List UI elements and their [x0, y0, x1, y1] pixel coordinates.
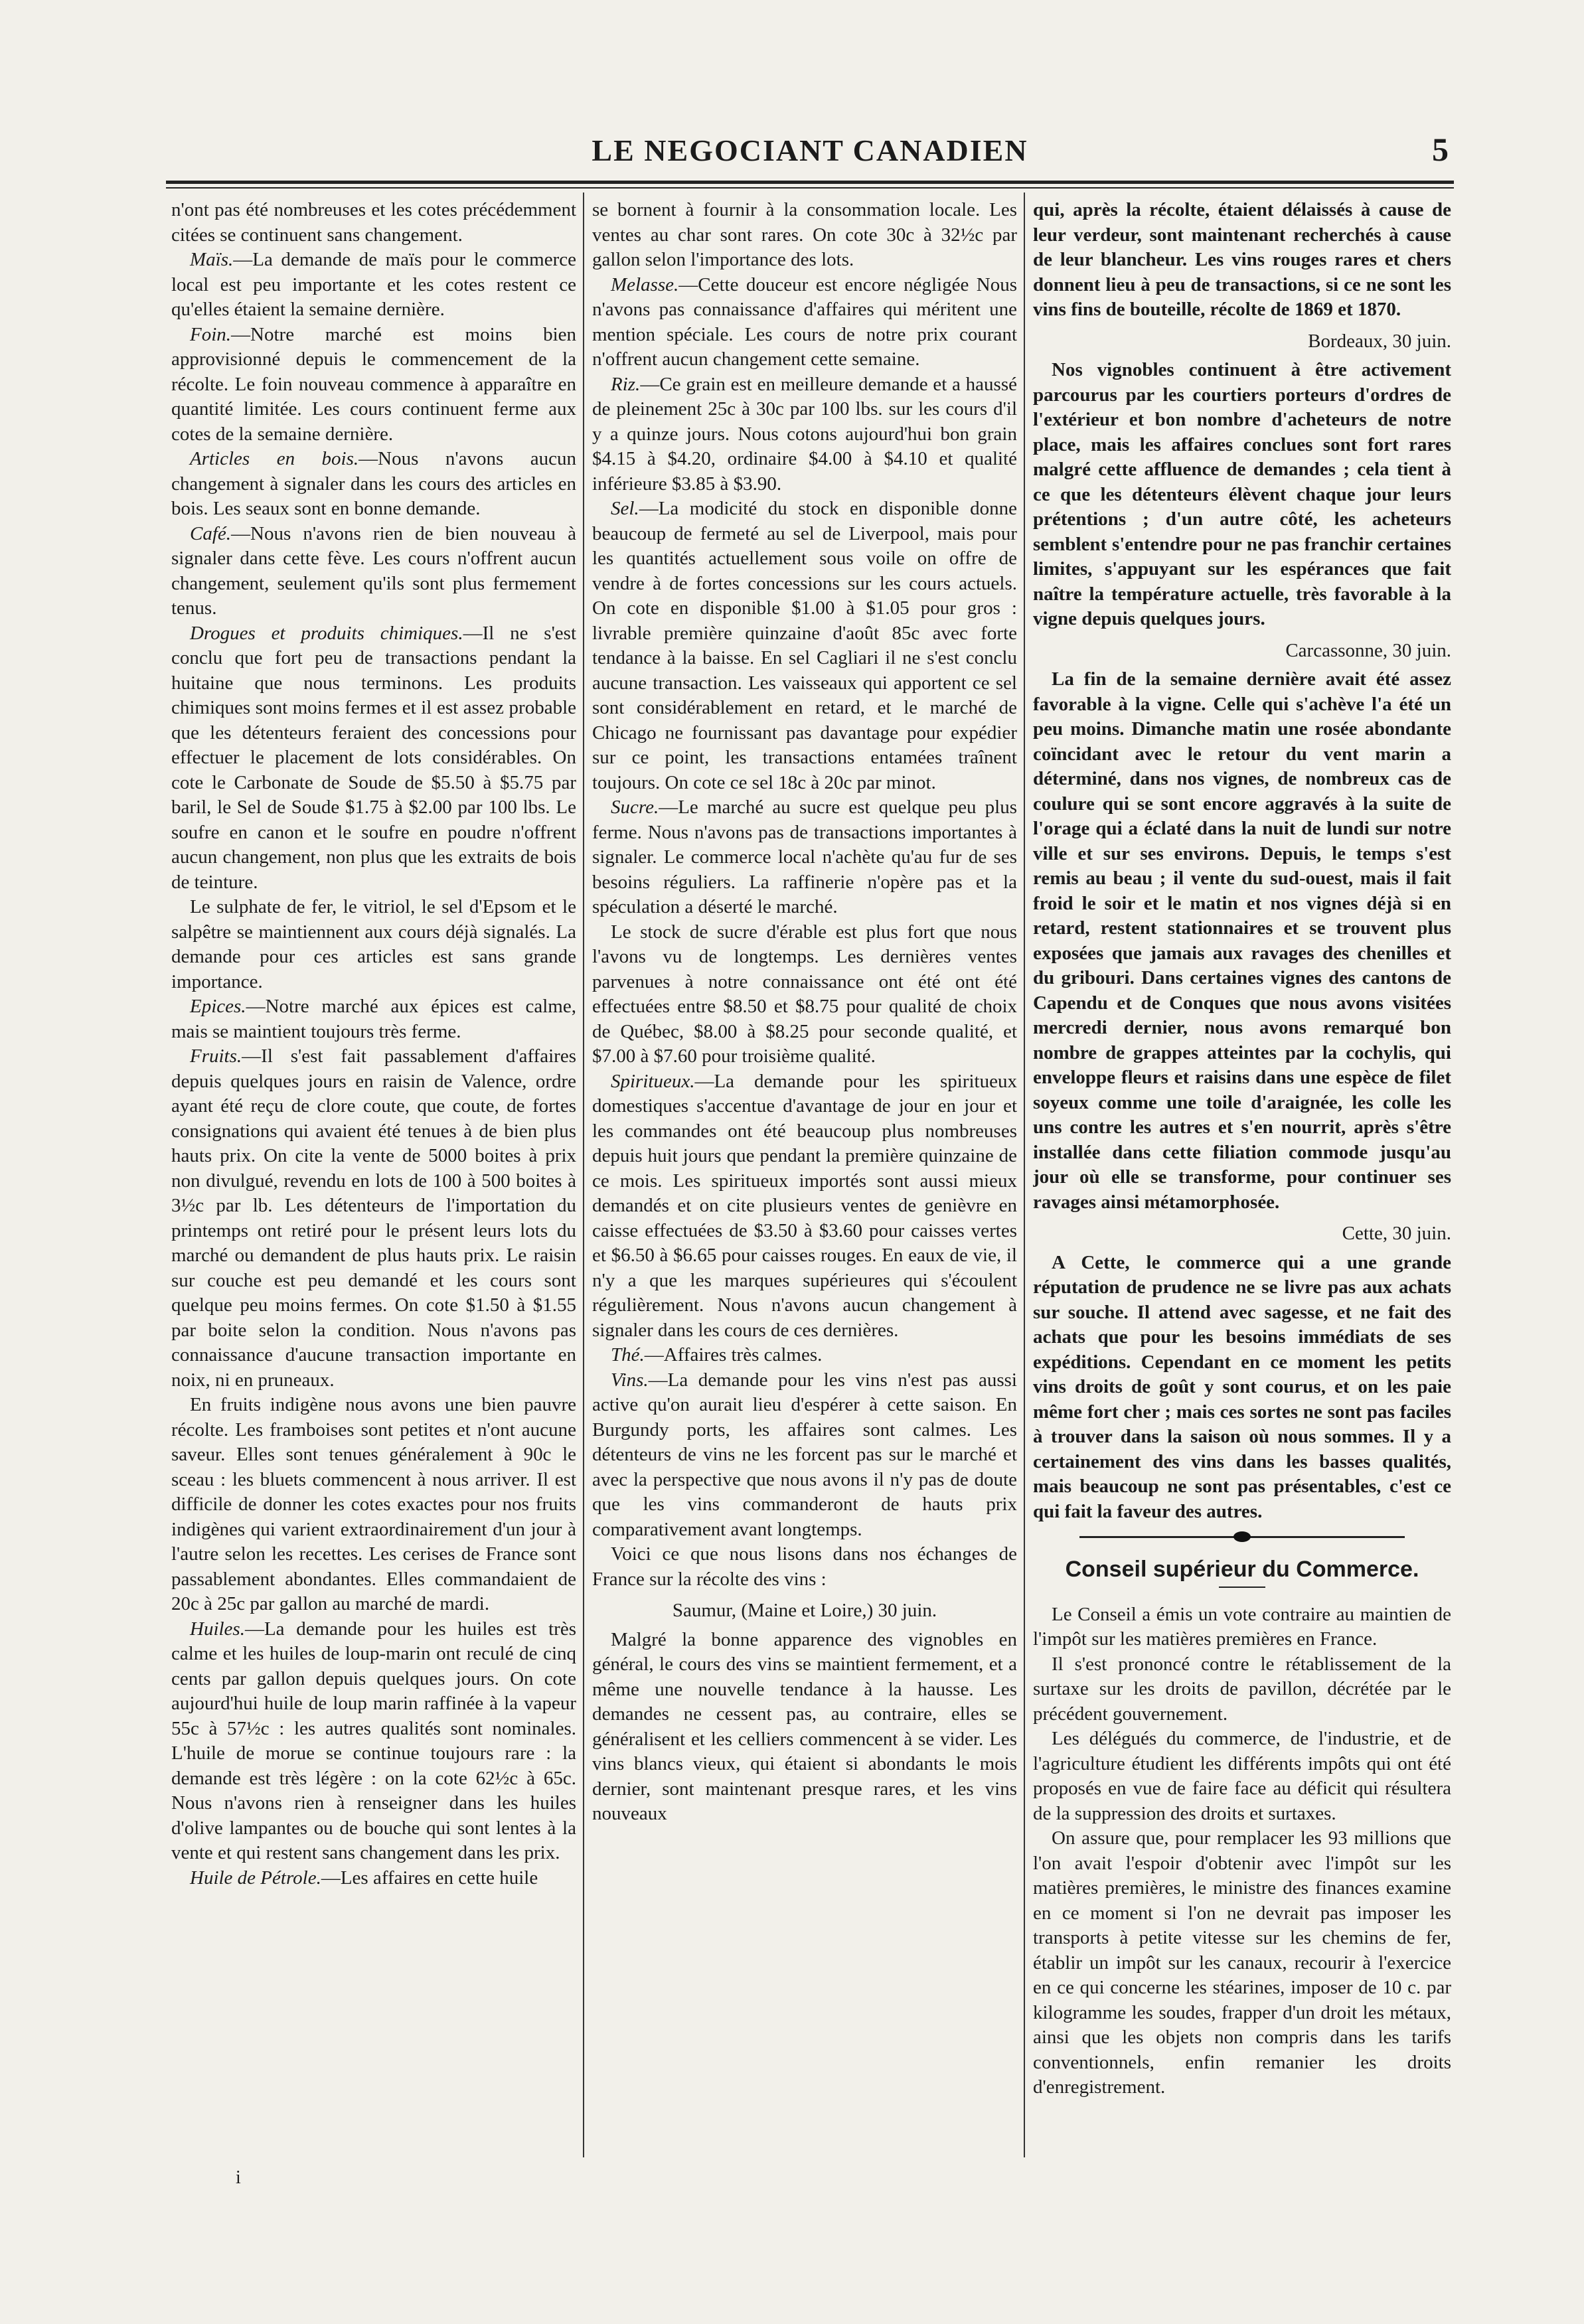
- paragraph-term: Fruits.: [190, 1046, 242, 1067]
- dateline: Saumur, (Maine et Loire,) 30 juin.: [672, 1600, 937, 1621]
- paragraph: [592, 795, 1017, 920]
- paragraph: On assure que, pour remplacer les 93 millions que l'on avait l'espoir d'obtenir avec l'impôt sur les matières premières, le ministre des finances examine en ce moment si l'on ne devrait pas imposer les transports à petite vitesse sur les chemins de fer, établir un impôt sur les canaux, recourir à l'exercice en ce qui concerne les stéarines, imposer de 10 c. par kilogramme les soudes, frapper d'un droit les métaux, ainsi que les objets non compris dans les tarifs conventionnels, enfin remanier les droits d'enregistrement.: [1033, 1827, 1451, 2098]
- dateline: Bordeaux, 30 juin.: [1308, 330, 1451, 352]
- paragraph: [592, 1368, 1017, 1543]
- paragraph: [592, 497, 1017, 795]
- paragraph: n'ont pas été nombreuses et les cotes précédemment citées se continuent sans changement.: [171, 199, 576, 246]
- paragraph-text: —La demande pour les huiles est très calme et les huiles de loup-marin ont reculé de cinq cents par gallon depuis quelques jours. On cote aujourd'hui huile de loup marin raffinée à la vapeur 55c à 57½c : les autres qualités sont nominales. L'huile de morue se continue toujours rare : la demande est très légère : on la cote 62½c à 65c. Nous n'avons rien à renseigner dans les huiles d'olive lampantes ou de bouche qui sont lentes à la vente et qui restent sans changement dans les prix.: [171, 1618, 576, 1863]
- dateline: Cette, 30 juin.: [1342, 1223, 1451, 1244]
- paragraph: Nos vignobles continuent à être activement parcourus par les courtiers porteurs d'ordres de l'extérieur et bon nombre d'acheteurs de notre place, mais les affaires conclues sont fort rares malgré cette affluence de demandes ; cela tient à ce que les détenteurs élèvent chaque jour leurs prétentions ; d'un autre côté, les acheteurs semblent s'entendre pour ne pas franchir certaines limites, s'appuyant sur les espérances que fait naître la température actuelle, très favorable à la vigne depuis quelques jours.: [1033, 359, 1451, 629]
- paragraph-text: —Il ne s'est conclu que fort peu de transactions pendant la huitaine que nous terminons. Les produits chimiques sont moins fermes et il est assez probable que les détenteurs feraient des concessions pour effectuer le placement de lots considérables. On cote le Carbonate de Soude de $5.50 à $5.75 par baril, le Sel de Soude $1.75 à $2.00 par 100 lbs. Le soufre en canon et le soufre en poudre n'offrent aucun changement, non plus que les extraits de bois de teinture.: [171, 622, 576, 893]
- paragraph: [592, 372, 1017, 497]
- paragraph-term: Café.: [190, 522, 232, 544]
- paragraph-text: —Cette douceur est encore négligée Nous n'avons pas connaissance d'affaires qui méritent une mention spéciale. Les cours de notre prix courant n'offrent aucun changement cette semaine.: [592, 273, 1017, 370]
- paragraph-term: Articles en bois.: [190, 448, 359, 469]
- paragraph-text: —Affaires très calmes.: [644, 1344, 823, 1365]
- paragraph: [592, 273, 1017, 372]
- paragraph: [592, 1069, 1017, 1344]
- paragraph: [171, 1617, 576, 1866]
- paragraph-term: Riz.: [611, 373, 641, 395]
- paragraph: Les délégués du commerce, de l'industrie, et de l'agriculture étudient les différents impôts qui ont été proposés en vue de faire face au déficit qui résultera de la suppression des droits et surtaxes.: [1033, 1728, 1451, 1824]
- paragraph-term: Vins.: [611, 1369, 649, 1391]
- paragraph-term: Sel.: [611, 498, 639, 519]
- paragraph-term: Epices.: [190, 996, 246, 1017]
- section-title: Conseil supérieur du Commerce.: [1065, 1557, 1419, 1582]
- column-3: [1033, 198, 1451, 2156]
- paragraph: En fruits indigène nous avons une bien pauvre récolte. Les framboises sont petites et n'ont aucune saveur. Elles sont tenues généralement à 90c le sceau : les bluets commencent à nous arriver. Il est difficile de donner les cotes exactes pour nos fruits indigènes qui varient extraordinairement d'un jour à l'autre selon les recettes. Les cerises de France sont passablement abondantes. Elles commandaient de 20c à 25c par gallon au marché de mardi.: [171, 1394, 576, 1614]
- dateline: Carcassonne, 30 juin.: [1285, 639, 1451, 661]
- paragraph-text: —Nous n'avons rien de bien nouveau à signaler dans cette fève. Les cours n'offrent aucun changement, seulement qu'ils sont plus fermement tenus.: [171, 522, 576, 619]
- paragraph: Le sulphate de fer, le vitriol, le sel d'Epsom et le salpêtre se maintiennent aux cours déjà signalés. La demande pour ces articles est sans grande importance.: [171, 896, 576, 992]
- paragraph: [171, 1044, 576, 1393]
- paragraph: [171, 522, 576, 621]
- paragraph-term: Thé.: [611, 1344, 645, 1365]
- paragraph: [171, 621, 576, 895]
- paragraph-term: Foin.: [190, 323, 232, 345]
- section-rule: [1219, 1587, 1265, 1588]
- paragraph: [171, 1866, 576, 1891]
- paragraph-term: Huiles.: [190, 1618, 245, 1640]
- column-2: [592, 198, 1017, 2156]
- paragraph: [171, 994, 576, 1044]
- footer-mark: i: [236, 2167, 241, 2188]
- page-header: [166, 100, 1454, 179]
- paragraph-text: —Il s'est fait passablement d'affaires depuis quelques jours en raisin de Valence, ordre ayant été reçu de clore coute, que coute, de fortes consignations qui avaient été tenues à de bien plus hauts prix. On cite la vente de 5000 boites à prix non divulgué, revendu en lots de 100 à 500 boites à 3½c par lb. Les détenteurs de l'importation du printemps ont retiré pour le présent leurs lots du marché ou demandent de plus hauts prix. Le raisin sur couche est peu demandé et les cours sont quelque peu moins fermes. On cote $1.50 à $1.55 par boite selon la condition. Nous n'avons pas connaissance d'aucune transaction importante en noix, ni en pruneaux.: [171, 1046, 576, 1391]
- header-rule: [166, 181, 1454, 184]
- paragraph: [171, 323, 576, 447]
- paragraph-text: —Les affaires en cette huile: [321, 1867, 538, 1889]
- paragraph-term: Melasse.: [611, 273, 679, 295]
- paragraph-text: —La demande de maïs pour le commerce local est peu importante et les cotes restent ce qu'elles étaient la semaine dernière.: [171, 249, 576, 320]
- paragraph: La fin de la semaine dernière avait été assez favorable à la vigne. Celle qui s'achève l'a été un peu moins. Dimanche matin une rosée abondante coïncidant avec le retour du vent marin a déterminé, dans nos vignes, de nombreux cas de coulure qui se sont encore aggravés à la suite de l'orage qui a éclaté dans la nuit de lundi sur notre ville et sur ses environs. Depuis, le temps s'est remis au beau ; il vente du sud-ouest, mais il fait froid le soir et le matin et nos vignes déjà si en retard, restent stationnaires et se trouvent plus exposées que jamais aux ravages des chenilles et du gribouri. Dans certaines vignes des cantons de Capendu et de Conques que nous avons visitées mercredi dernier, nous avons remarqué bon nombre de grappes atteintes par la cochylis, qui enveloppe fleurs et raisins dans une espèce de filet soyeux comme une toile d'araignée, les colle les uns contre les autres et s'en nourrit, après s'être installée dans cette filiation commode jusqu'au jour où elle se transforme, pour continuer ses ravages ainsi métamorphosée.: [1033, 668, 1451, 1213]
- paragraph-text: —La modicité du stock en disponible donne beaucoup de fermeté au sel de Liverpool, mais pour les quantités actuellement sous voile on offre de vendre à de fortes concessions sur les cours actuels. On cote en disponible $1.00 à $1.05 pour gros : livrable première quinzaine d'août 85c avec forte tendance à la baisse. En sel Cagliari il ne s'est conclu aucune transaction. Les vaisseaux qui apportent ce sel sont considérablement en retard, et le marché de Chicago ne fournissant pas davantage pour expédier sur ce point, les transactions entamées traînent toujours. On cote ce sel 18c à 20c par minot.: [592, 498, 1017, 793]
- paragraph: A Cette, le commerce qui a une grande réputation de prudence ne se livre pas aux achats sur souche. Il attend avec sagesse, et ne fait des achats que pour les besoins immédiats de ses expéditions. Cependant en ce moment les petits vins droits de goût y sont courus, et on les paie même fort cher ; mais ces sortes ne sont pas faciles à trouver dans la saison où nous sommes. Il y a certainement des vins dans les basses qualités, mais beaucoup ne sont pas présentables, c'est ce qui fait la faveur des autres.: [1033, 1251, 1451, 1522]
- column-divider: [1024, 193, 1025, 2157]
- paragraph: Le stock de sucre d'érable est plus fort que nous l'avons vu de longtemps. Les dernières ventes parvenues à notre connaissance ont été ont été effectuées entre $8.50 et $8.75 pour qualité de choix de Québec, $8.00 à $8.25 pour seconde qualité, et $7.00 à $7.60 pour troisième qualité.: [592, 921, 1017, 1067]
- paragraph: qui, après la récolte, étaient délaissés à cause de leur verdeur, sont maintenant recherchés à cause de leur blancheur. Les vins rouges rares et chers donnent lieu à peu de transactions, si ce ne sont les vins fins de bouteille, récolte de 1869 et 1870.: [1033, 199, 1451, 320]
- paragraph-term: Maïs.: [190, 249, 234, 270]
- paragraph-term: Drogues et produits chimiques.: [190, 622, 463, 644]
- column-1: [171, 198, 576, 2156]
- paragraph-text: —La demande pour les spiritueux domestiques s'accentue d'avantage de jour en jour et les commandes ont été beaucoup plus nombreuses depuis huit jours que pendant la première quinzaine de ce mois. Les spiritueux importés sont aussi mieux demandés et on cite plusieurs ventes de genièvre en caisse effectuées de $3.50 à $3.60 pour caisses vertes et $6.50 à $6.65 pour caisses rouges. En eaux de vie, il n'y a que les marques supérieures qui s'écoulent régulièrement. Nous n'avons aucun changement à signaler dans les cours de ces dernières.: [592, 1070, 1017, 1341]
- paragraph-text: —Ce grain est en meilleure demande et a haussé de pleinement 25c à 30c par 100 lbs. sur les cours d'il y a quinze jours. Nous cotons aujourd'hui bon grain $4.15 à $4.20, ordinaire $4.00 à $4.10 et qualité inférieure $3.85 à $3.90.: [592, 373, 1017, 495]
- newspaper-title: LE NEGOCIANT CANADIEN: [592, 133, 1028, 167]
- header-rule-thin: [166, 187, 1454, 189]
- paragraph: [171, 248, 576, 323]
- paragraph: [171, 447, 576, 522]
- separator-ornament-icon: [1233, 1531, 1251, 1542]
- paragraph-text: —Le marché au sucre est quelque peu plus ferme. Nous n'avons pas de transactions importantes à signaler. Le commerce local n'achète qu'au fur de ses besoins réguliers. La raffinerie n'opère pas et la spéculation a déserté le marché.: [592, 797, 1017, 917]
- paragraph: se bornent à fournir à la consommation locale. Les ventes au char sont rares. On cote 30c à 32½c par gallon selon l'importance des lots.: [592, 199, 1017, 270]
- paragraph: Malgré la bonne apparence des vignobles en général, le cours des vins se maintient fermement, et a même une nouvelle tendance à la hausse. Les demandes ne cessent pas, au contraire, elles se généralisent et les celliers commencent à se vider. Les vins blancs vieux, qui étaient si abondants le mois dernier, sont maintenant presque rares, et les vins nouveaux: [592, 1628, 1017, 1824]
- paragraph-term: Huile de Pétrole.: [190, 1867, 321, 1889]
- paragraph-term: Sucre.: [611, 797, 659, 818]
- paragraph-text: —Notre marché est moins bien approvisionné depuis le commencement de la récolte. Le foin nouveau commence à apparaître en quantité limitée. Les cours continuent ferme aux cotes de la semaine dernière.: [171, 323, 576, 445]
- paragraph: Il s'est prononcé contre le rétablissement de la surtaxe sur les droits de pavillon, décrétée par le précédent gouvernement.: [1033, 1653, 1451, 1725]
- page-number: 5: [1432, 131, 1449, 168]
- paragraph-term: Spiritueux.: [611, 1070, 695, 1092]
- paragraph: [592, 1343, 1017, 1368]
- paragraph-text: —Nous n'avons aucun changement à signaler dans les cours des articles en bois. Les seaux sont en bonne demande.: [171, 448, 576, 519]
- section-separator: [1033, 1524, 1451, 1551]
- paragraph-text: —Notre marché aux épices est calme, mais se maintient toujours très ferme.: [171, 996, 576, 1042]
- paragraph: Le Conseil a émis un vote contraire au maintien de l'impôt sur les matières premières en France.: [1033, 1603, 1451, 1650]
- column-divider: [583, 193, 584, 2157]
- paragraph: Voici ce que nous lisons dans nos échanges de France sur la récolte des vins :: [592, 1543, 1017, 1590]
- paragraph-text: —La demande pour les vins n'est pas aussi active qu'on aurait lieu d'espérer à cette saison. En Burgundy ports, les affaires sont calmes. Les détenteurs de vins ne les forcent pas sur le marché et avec la perspective que nous avons il n'y pas de doute que les vins commanderont de hauts prix comparativement avant longtemps.: [592, 1369, 1017, 1540]
